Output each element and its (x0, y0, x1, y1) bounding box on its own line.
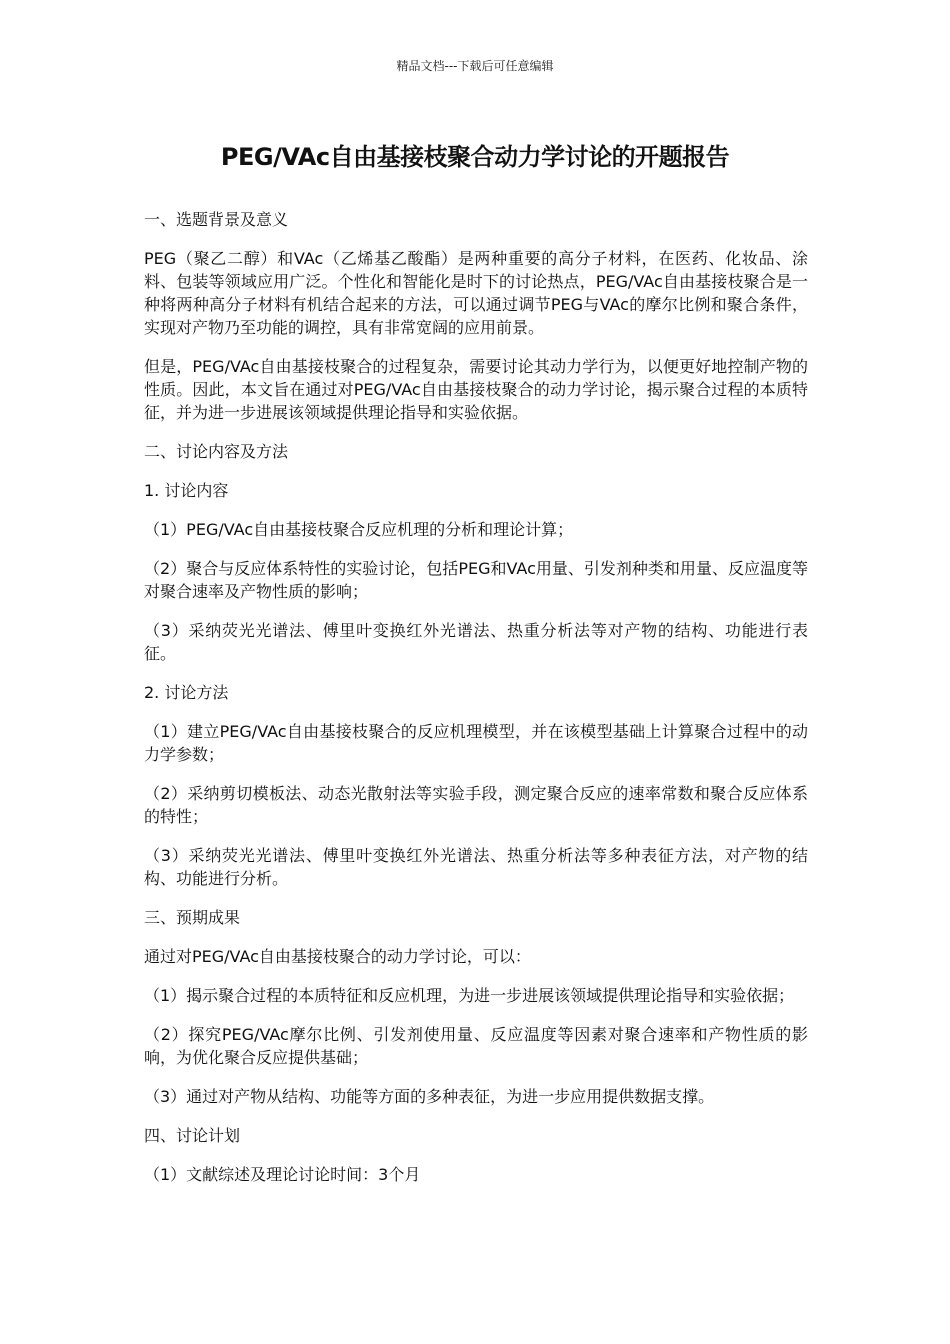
list-item-outcome-1: （1）揭示聚合过程的本质特征和反应机理，为进一步进展该领域提供理论指导和实验依据； (144, 986, 795, 1005)
list-item-method-1: （1）建立PEG/VAc自由基接枝聚合的反应机理模型，并在该模型基础上计算聚合过程中的动力学参数； (144, 722, 808, 764)
document-title: PEG/VAc自由基接枝聚合动力学讨论的开题报告 (220, 143, 730, 171)
subheading-method: 2. 讨论方法 (144, 683, 229, 702)
document-body (144, 208, 808, 1202)
section-heading-content-method: 二、讨论内容及方法 (144, 442, 289, 461)
list-item-outcome-2: （2）探究PEG/VAc摩尔比例、引发剂使用量、反应温度等因素对聚合速率和产物性质的影响，为优化聚合反应提供基础； (144, 1025, 808, 1067)
list-item-method-2: （2）采纳剪切模板法、动态光散射法等实验手段，测定聚合反应的速率常数和聚合反应体系的特性； (144, 784, 808, 826)
list-item-plan-1: （1）文献综述及理论讨论时间：3个月 (144, 1165, 421, 1184)
list-item-content-2: （2）聚合与反应体系特性的实验讨论，包括PEG和VAc用量、引发剂种类和用量、反应温度等对聚合速率及产物性质的影响； (144, 559, 808, 601)
list-item-content-3: （3）采纳荧光光谱法、傅里叶变换红外光谱法、热重分析法等对产物的结构、功能进行表征。 (144, 621, 808, 663)
paragraph-outcomes-intro: 通过对PEG/VAc自由基接枝聚合的动力学讨论，可以： (144, 947, 531, 966)
paragraph-background-1: PEG（聚乙二醇）和VAc（乙烯基乙酸酯）是两种重要的高分子材料，在医药、化妆品、涂料、包装等领域应用广泛。个性化和智能化是时下的讨论热点，PEG/VAc自由基接枝聚合是一种将两种高分子材料有机结合起来的方法，可以通过调节PEG与VAc的摩尔比例和聚合条件，实现对产物乃至功能的调控，具有非常宽阔的应用前景。 (144, 249, 808, 337)
list-item-content-1: （1）PEG/VAc自由基接枝聚合反应机理的分析和理论计算； (144, 520, 574, 539)
list-item-outcome-3: （3）通过对产物从结构、功能等方面的多种表征，为进一步应用提供数据支撑。 (144, 1087, 715, 1106)
section-heading-outcomes: 三、预期成果 (144, 908, 241, 927)
list-item-method-3: （3）采纳荧光光谱法、傅里叶变换红外光谱法、热重分析法等多种表征方法，对产物的结构、功能进行分析。 (144, 846, 808, 888)
subheading-content: 1. 讨论内容 (144, 481, 229, 500)
paragraph-background-2: 但是，PEG/VAc自由基接枝聚合的过程复杂，需要讨论其动力学行为，以便更好地控制产物的性质。因此，本文旨在通过对PEG/VAc自由基接枝聚合的动力学讨论，揭示聚合过程的本质特征，并为进一步进展该领域提供理论指导和实验依据。 (144, 357, 808, 422)
header-note: 精品文档---下载后可任意编辑 (396, 59, 554, 73)
section-heading-background: 一、选题背景及意义 (144, 210, 289, 229)
section-heading-plan: 四、讨论计划 (144, 1126, 241, 1145)
